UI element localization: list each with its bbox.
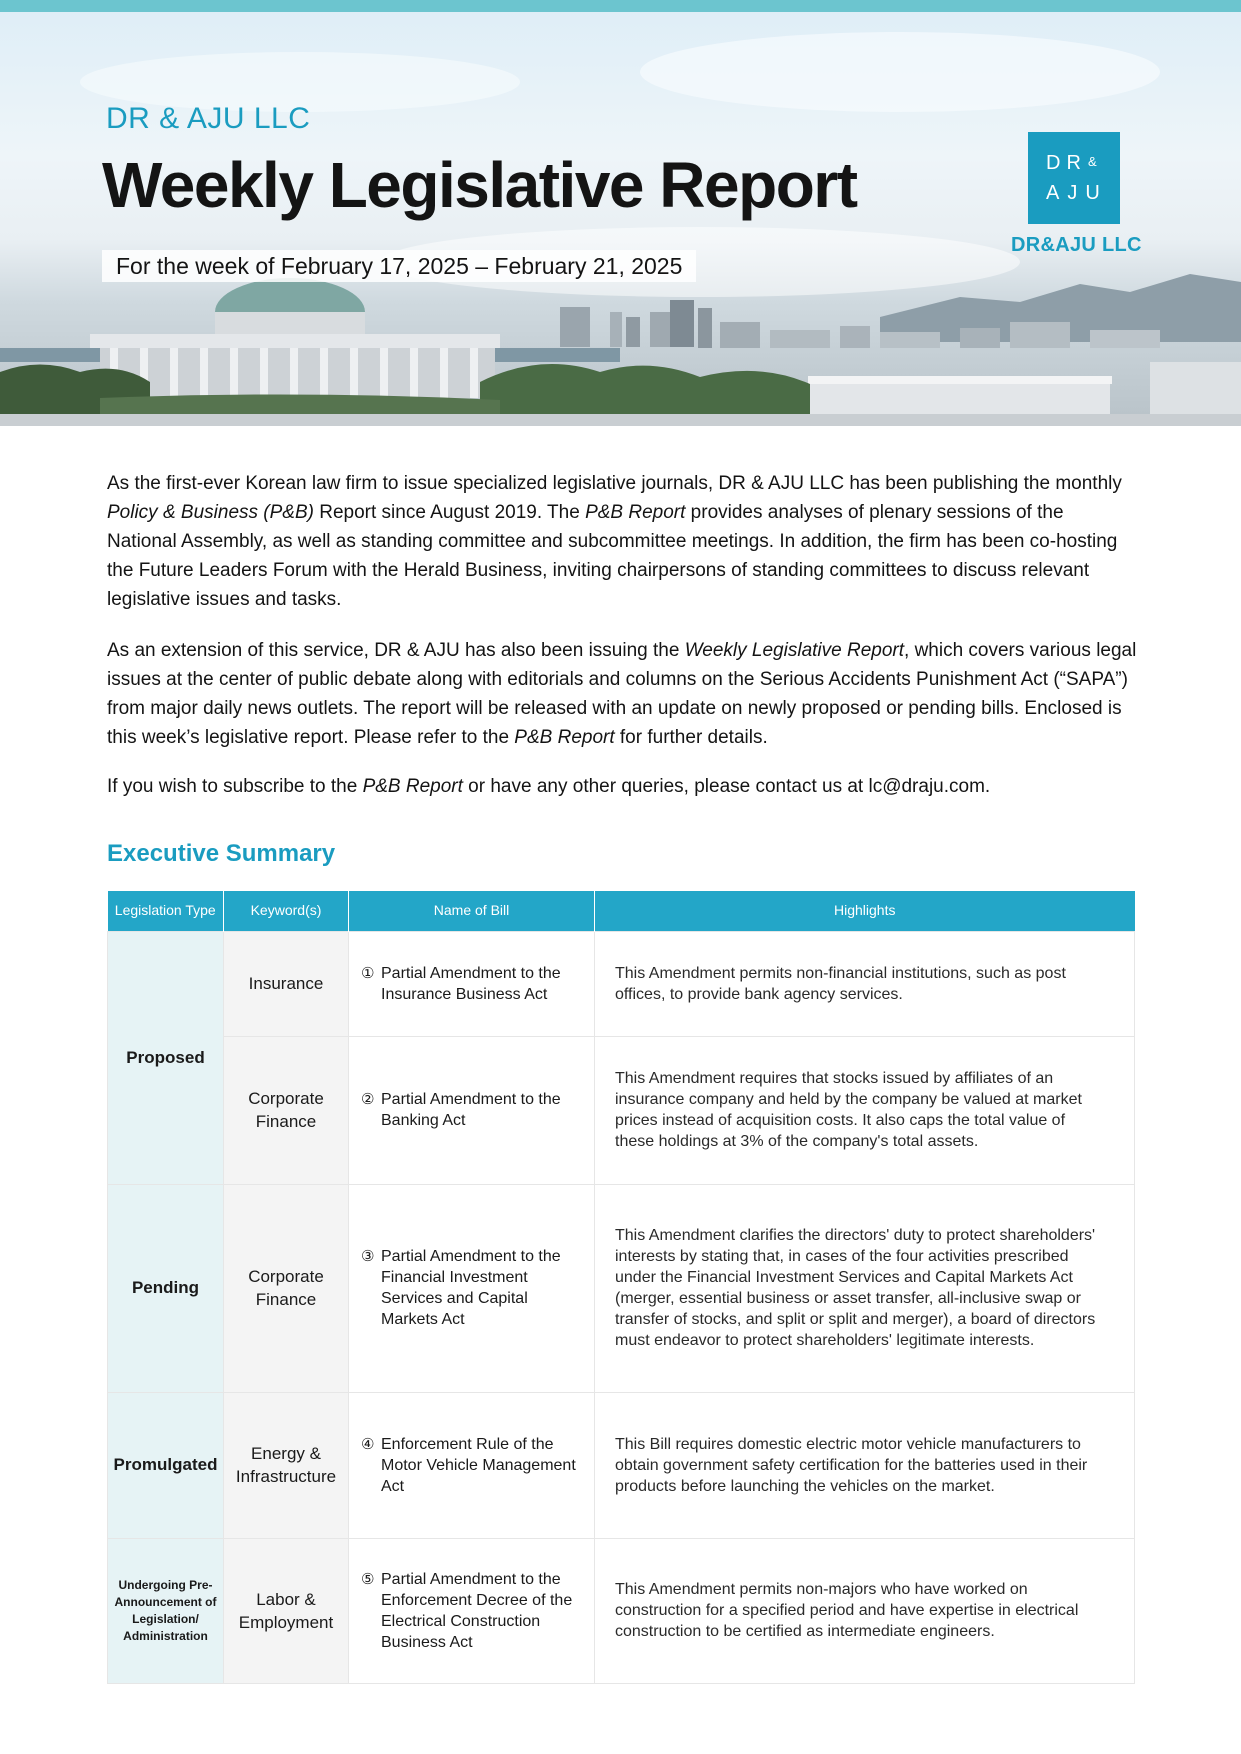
top-accent-bar xyxy=(0,0,1241,12)
highlight-cell: This Bill requires domestic electric motor vehicle manufacturers to obtain government safety certification for the batteries used in their products before launching the vehicles on the market. xyxy=(595,1392,1135,1538)
table-row xyxy=(108,931,1135,1036)
report-week: For the week of February 17, 2025 – February 21, 2025 xyxy=(102,250,696,282)
logo-caption: DR&AJU LLC xyxy=(1011,234,1142,256)
header-legislation-type: Legislation Type xyxy=(108,891,224,931)
banner-divider xyxy=(0,414,1241,426)
keyword-cell: Corporate Finance xyxy=(224,1036,349,1184)
keyword-cell: Corporate Finance xyxy=(224,1184,349,1392)
keyword-cell: Insurance xyxy=(224,931,349,1036)
report-title: Weekly Legislative Report xyxy=(102,149,857,221)
firm-name: DR & AJU LLC xyxy=(106,102,311,135)
legislation-type-cell: Undergoing Pre-Announcement of Legislation/ Administration xyxy=(108,1538,224,1683)
bill-name-cell: ③ Partial Amendment to the Financial Investment Services and Capital Markets Act xyxy=(349,1184,595,1392)
table-header-row xyxy=(108,891,1135,931)
bill-name-cell: ① Partial Amendment to the Insurance Business Act xyxy=(349,931,595,1036)
logo-ampersand: & xyxy=(1088,154,1097,169)
intro-paragraph-1: As the first-ever Korean law firm to issue specialized legislative journals, DR & AJU LLC has been publishing the monthly Policy & Business (P&B) Report since August 2019. The P&B Report provides analyses of plenary sessions of the National Assembly, as well as standing committee and subcommittee meetings. In addition, the firm has been co-hosting the Future Leaders Forum with the Herald Business, inviting chairpersons of standing committees to discuss relevant legislative issues and tasks. xyxy=(107,473,1122,610)
header-bill-name: Name of Bill xyxy=(349,891,595,931)
header-keywords: Keyword(s) xyxy=(224,891,349,931)
intro-paragraph-3: If you wish to subscribe to the P&B Report or have any other queries, please contact us at lc@draju.com. xyxy=(107,776,991,797)
table-row xyxy=(108,1538,1135,1683)
legislation-type-cell: Proposed xyxy=(108,931,224,1184)
header-highlights: Highlights xyxy=(595,891,1135,931)
bill-name-cell: ④ Enforcement Rule of the Motor Vehicle Management Act xyxy=(349,1392,595,1538)
intro-paragraph-2: As an extension of this service, DR & AJU has also been issuing the Weekly Legislative Report, which covers various legal issues at the center of public debate along with editorials and columns on the Serious Accidents Punishment Act (“SAPA”) from major daily news outlets. The report will be released with an update on newly proposed or pending bills. Enclosed is this week’s legislative report. Please refer to the P&B Report for further details. xyxy=(107,640,1137,748)
header-banner xyxy=(0,12,1241,426)
table-row xyxy=(108,1036,1135,1184)
logo-text-aju: AJU xyxy=(1046,182,1108,204)
executive-summary-table xyxy=(107,891,1135,1684)
executive-summary-title: Executive Summary xyxy=(107,840,336,867)
table-row xyxy=(108,1392,1135,1538)
highlight-cell: This Amendment requires that stocks issued by affiliates of an insurance company and held by the company be valued at market prices instead of acquisition costs. It also caps the total value of these holdings at 3% of the company's total assets. xyxy=(595,1036,1135,1184)
bill-name-cell: ⑤ Partial Amendment to the Enforcement Decree of the Electrical Construction Business Act xyxy=(349,1538,595,1683)
firm-logo xyxy=(1028,132,1120,224)
highlight-cell: This Amendment permits non-financial institutions, such as post offices, to provide bank agency services. xyxy=(595,931,1135,1036)
table-row xyxy=(108,1184,1135,1392)
highlight-cell: This Amendment permits non-majors who have worked on construction for a specified period and have expertise in electrical construction to be certified as intermediate engineers. xyxy=(595,1538,1135,1683)
bill-name-cell: ② Partial Amendment to the Banking Act xyxy=(349,1036,595,1184)
legislation-type-cell: Promulgated xyxy=(108,1392,224,1538)
highlight-cell: This Amendment clarifies the directors' duty to protect shareholders' interests by stating that, in cases of the four activities prescribed under the Financial Investment Services and Capital Markets Act (merger, essential business or asset transfer, all-inclusive swap or transfer of stocks, and split or split and merger), a board of directors must endeavor to protect shareholders' legitimate interests. xyxy=(595,1184,1135,1392)
legislation-type-cell: Pending xyxy=(108,1184,224,1392)
keyword-cell: Energy & Infrastructure xyxy=(224,1392,349,1538)
keyword-cell: Labor & Employment xyxy=(224,1538,349,1683)
logo-text-dr: DR xyxy=(1046,152,1087,174)
